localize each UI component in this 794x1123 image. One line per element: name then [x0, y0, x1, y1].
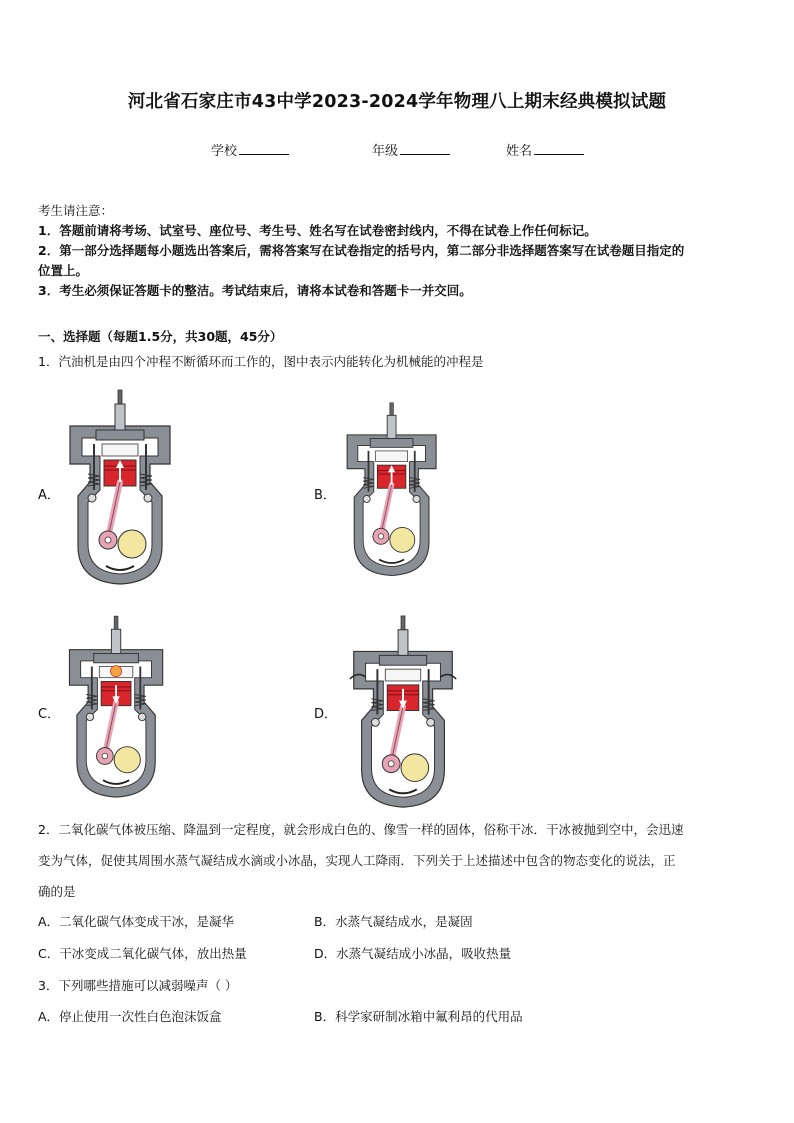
school-field [211, 140, 289, 159]
q3-option-a[interactable]: A．停止使用一次性白色泡沫饭盒 [38, 1009, 222, 1024]
grade-label: 年级 [372, 144, 399, 159]
q1-option-b-label: B． [314, 488, 336, 503]
notice-item-2-cont: 位置上。 [38, 263, 89, 278]
engine-diagram-a [62, 386, 180, 591]
q1-stem: 1．汽油机是由四个冲程不断循环而工作的，图中表示内能转化为机械能的冲程是 [38, 354, 484, 369]
q1-option-d-label: D． [314, 707, 338, 722]
q1-option-a-label: A． [38, 488, 60, 503]
name-label: 姓名 [506, 144, 533, 159]
engine-diagram-c [62, 612, 172, 804]
q2-option-a[interactable]: A．二氧化碳气体变成干冰，是凝华 [38, 914, 235, 929]
notice-item-1: 1．答题前请将考场、试室号、座位号、考生号、姓名写在试卷密封线内，不得在试卷上作任何标记。 [38, 223, 597, 238]
grade-blank[interactable] [400, 142, 450, 155]
school-label: 学校 [211, 144, 238, 159]
q2-option-c[interactable]: C．干冰变成二氧化碳气体，放出热量 [38, 946, 247, 961]
q2-stem-line-3: 确的是 [38, 884, 76, 899]
notice-item-2: 2．第一部分选择题每小题选出答案后，需将答案写在试卷指定的括号内，第二部分非选择题答案写在试卷题目指定的 [38, 243, 685, 258]
notice-item-3: 3．考生必须保证答题卡的整洁。考试结束后，请将本试卷和答题卡一并交回。 [38, 283, 472, 298]
q2-stem [38, 814, 760, 907]
notice-heading: 考生请注意： [38, 203, 114, 218]
page-title: 河北省石家庄市43中学2023-2024学年物理八上期末经典模拟试题 [127, 92, 667, 112]
name-field [506, 140, 584, 159]
engine-diagram-d [345, 612, 463, 814]
q3-stem: 3．下列哪些措施可以减弱噪声（ ） [38, 978, 238, 993]
engine-diagram-b [340, 398, 445, 583]
q2-stem-line-1: 2．二氧化碳气体被压缩、降温到一定程度，就会形成白色的、像雪一样的固体，俗称干冰．干冰被抛到空中，会迅速 [38, 822, 684, 837]
section-heading: 一、选择题（每题1.5分，共30题，45分） [38, 329, 283, 344]
q2-option-b[interactable]: B．水蒸气凝结成水，是凝固 [314, 914, 473, 929]
q1-option-c-label: C． [38, 707, 61, 722]
school-blank[interactable] [239, 142, 289, 155]
q3-option-b[interactable]: B．科学家研制冰箱中氟利昂的代用品 [314, 1009, 523, 1024]
q2-stem-line-2: 变为气体，促使其周围水蒸气凝结成水滴或小冰晶，实现人工降雨．下列关于上述描述中包含的物态变化的说法，正 [38, 853, 676, 868]
q2-option-d[interactable]: D．水蒸气凝结成小冰晶，吸收热量 [314, 946, 512, 961]
grade-field [372, 140, 450, 159]
name-blank[interactable] [534, 142, 584, 155]
notice-block [38, 201, 768, 301]
